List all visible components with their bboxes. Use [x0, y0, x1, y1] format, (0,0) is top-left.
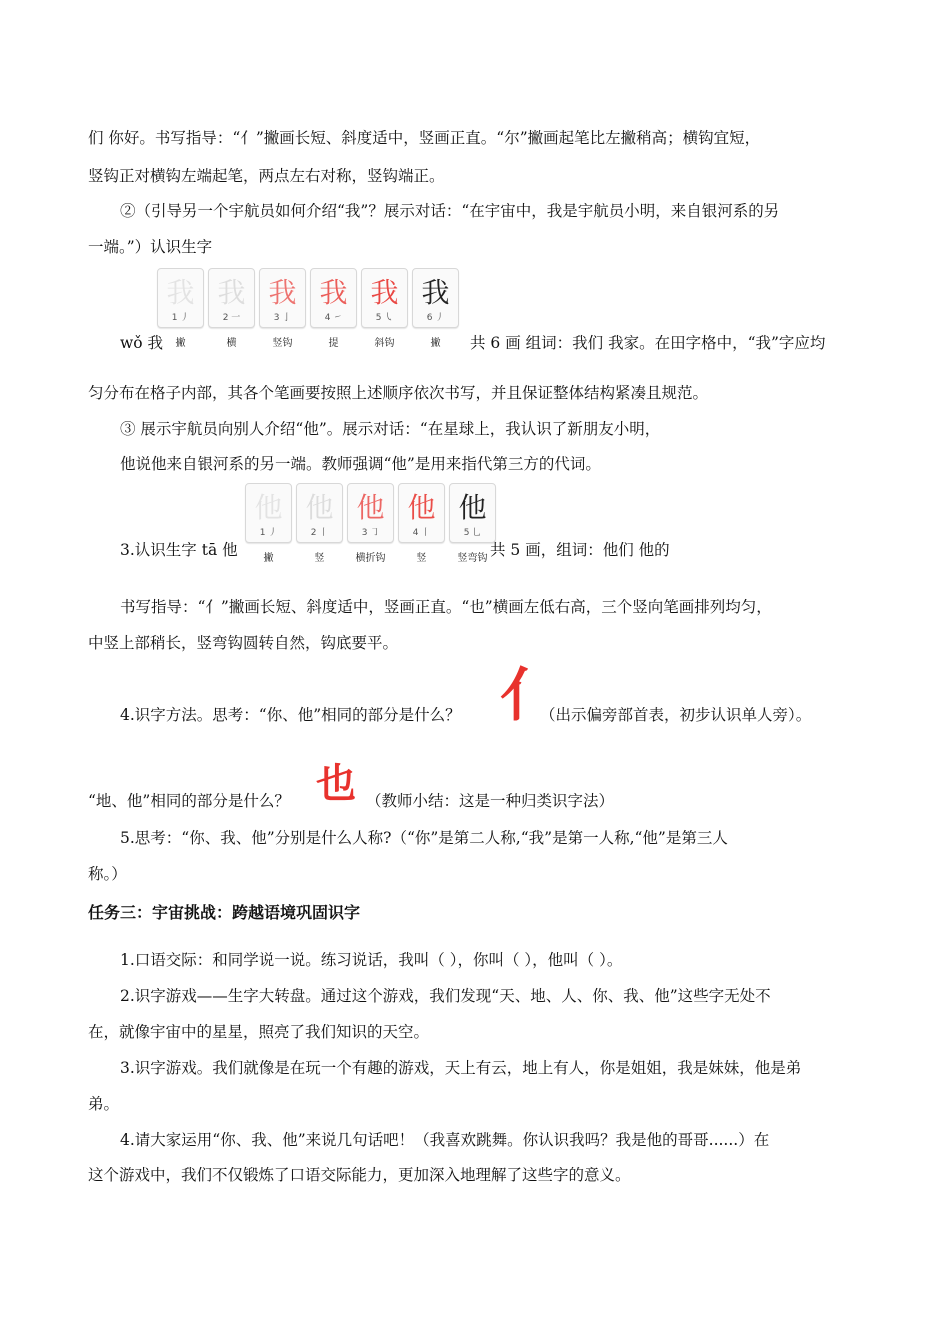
stroke-name: 横折钩 — [355, 553, 386, 564]
text-line: 竖钩正对横钩左端起笔，两点左右对称，竖钩端正。 — [88, 167, 445, 185]
text-line: 这个游戏中，我们不仅锻炼了口语交际能力，更加深入地理解了这些字的意义。 — [88, 1166, 631, 1184]
stroke-char: 他 — [254, 491, 283, 524]
stroke-number: 1 丿 — [259, 528, 278, 538]
stroke-grid — [412, 268, 459, 328]
stroke-card — [347, 483, 394, 564]
stroke-card — [157, 268, 204, 349]
stroke-grid — [310, 268, 357, 328]
ta-stroke-order — [245, 483, 496, 564]
stroke-char: 他 — [305, 491, 334, 524]
stroke-number: 3 亅 — [273, 313, 292, 323]
stroke-card — [310, 268, 357, 349]
stroke-name: 撇 — [263, 553, 274, 564]
text-line: 4.识字方法。思考：“你、他”相同的部分是什么？ — [120, 706, 461, 724]
text-line: 书写指导：“亻”撇画长短、斜度适中，竖画正直。“也”横画左低右高，三个竖向笔画排列均匀， — [120, 598, 772, 616]
text-line: 中竖上部稍长，竖弯钩圆转自然，钩底要平。 — [88, 634, 399, 652]
stroke-grid — [296, 483, 343, 543]
stroke-char: 他 — [407, 491, 436, 524]
stroke-grid — [398, 483, 445, 543]
stroke-number: 5 ㇂ — [375, 313, 394, 323]
stroke-name: 提 — [328, 338, 339, 349]
stroke-card — [398, 483, 445, 564]
ta-description: 共 5 画，组词：他们 他的 — [490, 541, 670, 559]
text-line: ②（引导另一个宇航员如何介绍“我”？展示对话：“在宇宙中，我是宇航员小明，来自银河系的另 — [120, 202, 780, 220]
wo-stroke-order — [157, 268, 459, 349]
stroke-number: 5 乚 — [463, 528, 482, 538]
text-line: （教师小结：这是一种归类识字法） — [366, 792, 615, 810]
stroke-char: 我 — [166, 276, 195, 309]
stroke-name: 撇 — [430, 338, 441, 349]
stroke-grid — [245, 483, 292, 543]
ta-pinyin: 3.认识生字 tā 他 — [120, 541, 238, 559]
text-line: “地、他”相同的部分是什么？ — [88, 792, 290, 810]
text-line: ③ 展示宇航员向别人介绍“他”。展示对话：“在星球上，我认识了新朋友小明， — [120, 420, 661, 438]
stroke-char: 我 — [268, 276, 297, 309]
text-line: 3.识字游戏。我们就像是在玩一个有趣的游戏，天上有云，地上有人，你是姐姐，我是妹妹，他是弟 — [120, 1059, 802, 1077]
radical-ren: 亻 — [500, 661, 559, 729]
stroke-grid — [361, 268, 408, 328]
stroke-number: 2 丨 — [310, 528, 329, 538]
stroke-grid — [157, 268, 204, 328]
stroke-char: 我 — [370, 276, 399, 309]
stroke-number: 6 丿 — [426, 313, 445, 323]
stroke-name: 竖钩 — [272, 338, 293, 349]
stroke-card — [208, 268, 255, 349]
text-line: 弟。 — [88, 1095, 120, 1113]
stroke-name: 横 — [226, 338, 237, 349]
stroke-number: 4 丨 — [412, 528, 431, 538]
stroke-number: 2 一 — [222, 313, 241, 323]
stroke-name: 斜钩 — [374, 338, 395, 349]
stroke-name: 撇 — [175, 338, 186, 349]
stroke-name: 竖 — [314, 553, 325, 564]
stroke-card — [259, 268, 306, 349]
radical-ye: 也 — [316, 761, 356, 807]
wo-pinyin: wǒ 我 — [120, 334, 164, 352]
wo-description: 共 6 画 组词：我们 我家。在田字格中，“我”字应均 — [470, 334, 826, 352]
text-line: 称。） — [88, 865, 127, 883]
section-heading: 任务三：宇宙挑战：跨越语境巩固识字 — [88, 903, 361, 922]
text-line: 5.思考：“你、我、他”分别是什么人称?（“你”是第二人称,“我”是第一人称,“他”是第三人 — [120, 829, 728, 847]
text-line: 1.口语交际：和同学说一说。练习说话，我叫（ ），你叫（ ），他叫（ ）。 — [120, 951, 623, 969]
stroke-char: 我 — [217, 276, 246, 309]
stroke-card — [449, 483, 496, 564]
stroke-grid — [347, 483, 394, 543]
stroke-char: 他 — [356, 491, 385, 524]
stroke-name: 竖弯钩 — [457, 553, 488, 564]
stroke-grid — [449, 483, 496, 543]
text-line: （出示偏旁部首表，初步认识单人旁）。 — [540, 706, 812, 724]
text-line: 2.识字游戏——生字大转盘。通过这个游戏，我们发现“天、地、人、你、我、他”这些字无处不 — [120, 987, 771, 1005]
stroke-card — [361, 268, 408, 349]
text-line: 在，就像宇宙中的星星，照亮了我们知识的天空。 — [88, 1023, 430, 1041]
stroke-char: 我 — [421, 276, 450, 309]
stroke-grid — [259, 268, 306, 328]
stroke-char: 他 — [458, 491, 487, 524]
stroke-number: 3 ㇆ — [361, 528, 380, 538]
stroke-card — [296, 483, 343, 564]
stroke-number: 1 丿 — [171, 313, 190, 323]
text-line: 他说他来自银河系的另一端。教师强调“他”是用来指代第三方的代词。 — [120, 455, 601, 473]
stroke-card — [245, 483, 292, 564]
stroke-number: 4 ㇀ — [324, 313, 343, 323]
text-line: 们 你好。书写指导：“亻”撇画长短、斜度适中，竖画正直。“尔”撇画起笔比左撇稍高；横钩宜短， — [88, 129, 761, 147]
text-line: 匀分布在格子内部，其各个笔画要按照上述顺序依次书写，并且保证整体结构紧凑且规范。 — [88, 384, 709, 402]
stroke-grid — [208, 268, 255, 328]
text-line: 一端。”）认识生字 — [88, 238, 213, 256]
stroke-char: 我 — [319, 276, 348, 309]
stroke-name: 竖 — [416, 553, 427, 564]
stroke-card — [412, 268, 459, 349]
text-line: 4.请大家运用“你、我、他”来说几句话吧！（我喜欢跳舞。你认识我吗？我是他的哥哥......）在 — [120, 1131, 770, 1149]
